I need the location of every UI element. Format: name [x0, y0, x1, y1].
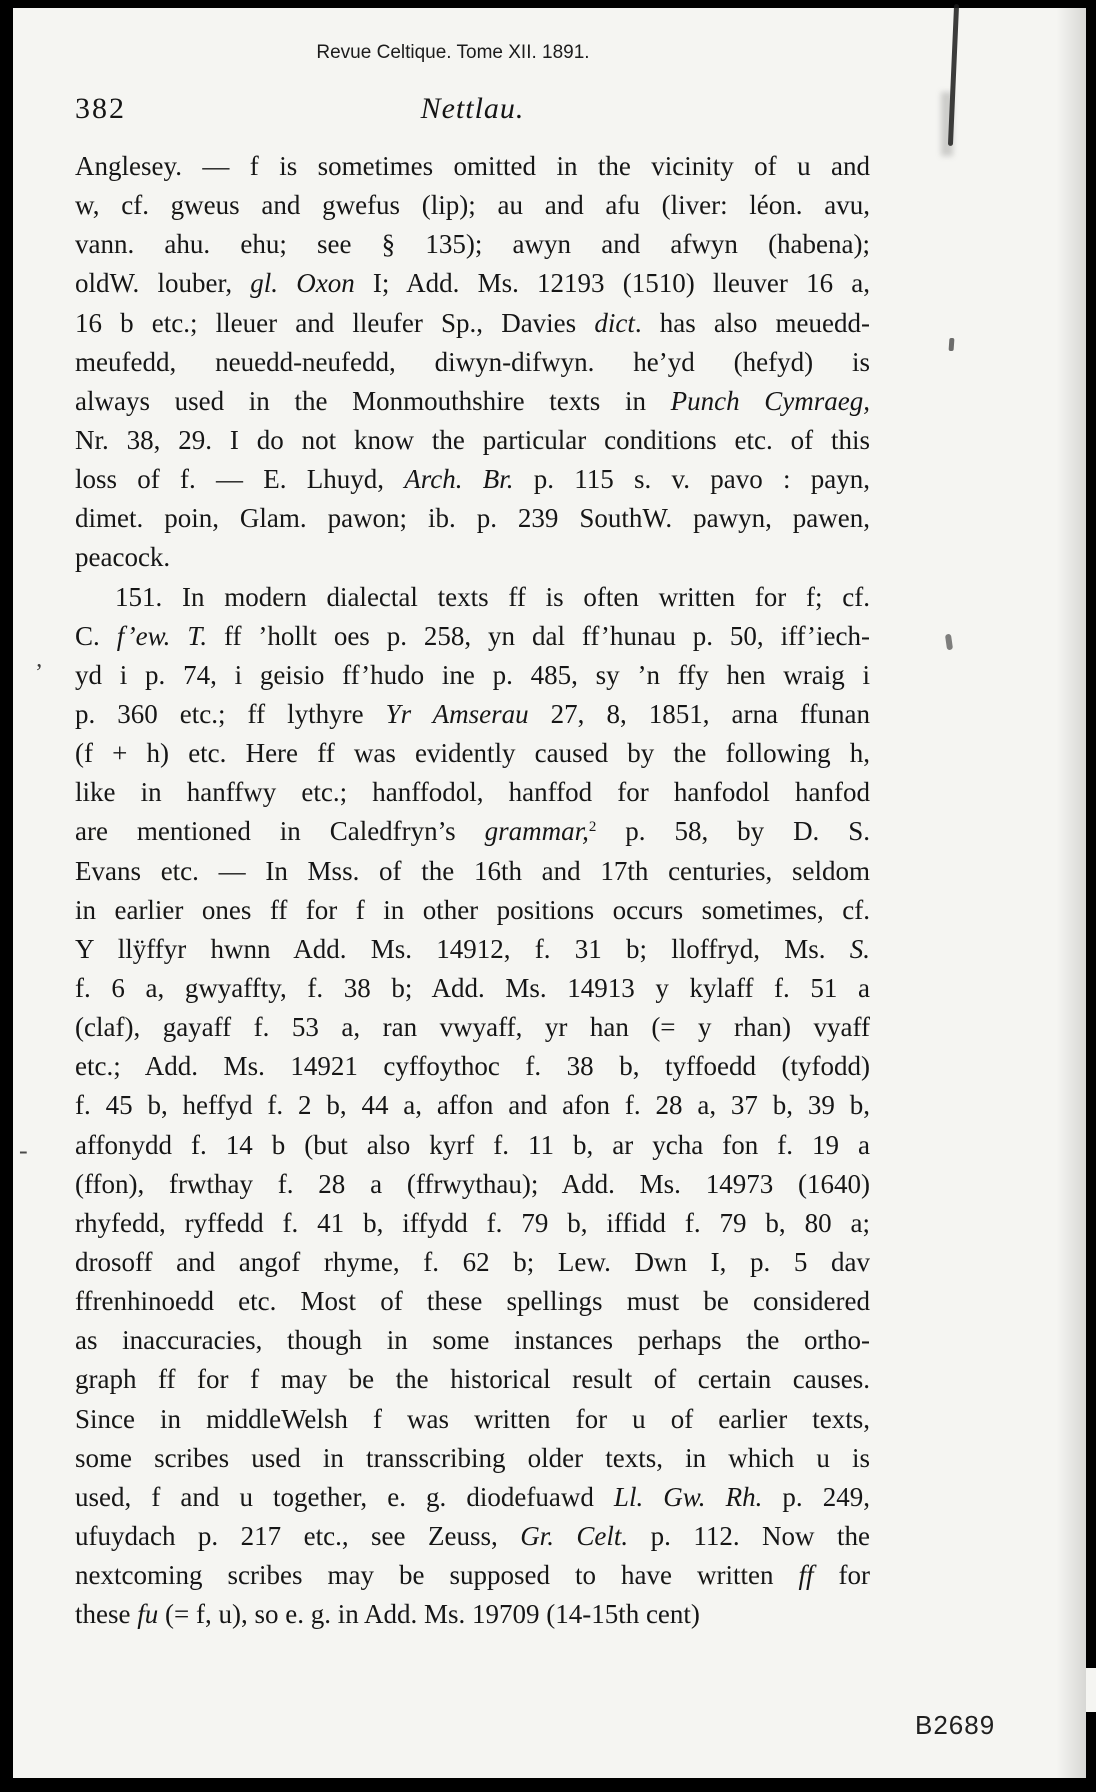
- text-segment: ff ’hollt oes p. 258, yn dal ff’hunau p. 50, iff’iech-: [207, 620, 870, 651]
- text-segment: yd i p. 74, i geisio ff’hudo ine p. 485, sy ’n ffy hen wraig i: [75, 659, 870, 690]
- text-line: [75, 1400, 870, 1439]
- text-line: [75, 1086, 870, 1125]
- text-segment: ufuydach p. 217 etc., see Zeuss,: [75, 1520, 521, 1551]
- text-line: [75, 147, 870, 186]
- text-line: [75, 812, 870, 851]
- text-segment: are mentioned in Caledfryn’s: [75, 816, 485, 847]
- text-line: [75, 1478, 870, 1517]
- text-segment: ffrenhinoedd etc. Most of these spellings must be considered: [75, 1286, 870, 1317]
- text-line: [75, 695, 870, 734]
- text-segment-italic: T.: [187, 620, 208, 651]
- text-segment: C.: [75, 620, 117, 651]
- text-line: [75, 1204, 870, 1243]
- text-line: [75, 538, 870, 577]
- text-line: [75, 1595, 870, 1634]
- text-segment-italic: Gr. Celt.: [520, 1520, 629, 1551]
- text-line: [75, 499, 870, 538]
- text-segment: peacock.: [75, 542, 171, 573]
- text-segment: as inaccuracies, though in some instances perhaps the ortho-: [75, 1325, 870, 1356]
- text-line: [75, 1517, 870, 1556]
- text-line: [75, 891, 870, 930]
- text-segment: meufedd, neuedd-neufedd, diwyn-difwyn. he’yd (hefyd) is: [75, 346, 870, 377]
- text-line: [75, 1165, 870, 1204]
- text-line: [75, 617, 870, 656]
- text-segment: rhyfedd, ryffedd f. 41 b, iffydd f. 79 b, iffidd f. 79 b, 80 a;: [75, 1207, 870, 1238]
- text-segment: I; Add. Ms. 12193 (1510) lleuver 16 a,: [354, 268, 870, 299]
- text-line: [75, 382, 870, 421]
- text-line: [75, 186, 870, 225]
- text-line: [75, 852, 870, 891]
- text-segment: Evans etc. — In Mss. of the 16th and 17th centuries, seldom: [75, 855, 870, 886]
- text-line: [75, 969, 870, 1008]
- text-line: [75, 460, 870, 499]
- text-segment: 16 b etc.; lleuer and lleufer Sp., Davies: [75, 307, 595, 338]
- catalog-stamp: B2689: [915, 1710, 996, 1740]
- text-segment: etc.; Add. Ms. 14921 cyffoythoc f. 38 b, tyffoedd (tyfodd): [75, 1051, 870, 1082]
- text-line: [75, 343, 870, 382]
- text-segment: used, f and u together, e. g. diodefuawd: [75, 1481, 614, 1512]
- text-segment: p. 58, by D. S.: [596, 816, 870, 847]
- text-segment: 2: [588, 819, 597, 836]
- text-line: [75, 1126, 870, 1165]
- running-title: Nettlau.: [420, 92, 525, 125]
- text-segment: oldW. louber,: [75, 268, 251, 299]
- text-line: [75, 930, 870, 969]
- scan-border-notch: [1082, 1668, 1096, 1712]
- text-segment: loss of f. — E. Lhuyd,: [75, 464, 405, 495]
- text-segment: p. 115 s. v. pavo : payn,: [513, 464, 870, 495]
- text-segment: 151. In modern dialectal texts ff is often written for f; cf.: [115, 581, 870, 612]
- text-line: [75, 1243, 870, 1282]
- text-segment-italic: S.: [849, 933, 870, 964]
- text-segment: graph ff for f may be the historical result of certain causes.: [75, 1364, 870, 1395]
- text-segment-italic: gl. Oxon: [250, 268, 355, 299]
- text-segment: always used in the Monmouthshire texts in: [75, 385, 671, 416]
- text-segment: Anglesey. — f is sometimes omitted in the vicinity of u and: [75, 151, 870, 181]
- text-line: [75, 578, 870, 617]
- body-text: [75, 147, 870, 1634]
- scan-artifact-smudge: [941, 92, 953, 156]
- text-segment: some scribes used in transscribing older texts, in which u is: [75, 1442, 870, 1473]
- text-line: [75, 225, 870, 264]
- text-segment: in earlier ones ff for f in other positions occurs sometimes, cf.: [75, 894, 870, 925]
- text-line: [75, 1282, 870, 1321]
- text-segment: (= f, u), so e. g. in Add. Ms. 19709 (14-15th cent): [158, 1599, 700, 1630]
- text-segment-italic: grammar,: [484, 816, 589, 847]
- text-segment: vann. ahu. ehu; see § 135); awyn and afwyn (habena);: [75, 229, 870, 260]
- text-line: [75, 1321, 870, 1360]
- margin-mark-dash: -: [19, 1136, 28, 1165]
- text-segment: affonydd f. 14 b (but also kyrf f. 11 b, ar ycha fon f. 19 a: [75, 1129, 870, 1160]
- text-segment-italic: Arch. Br.: [404, 464, 514, 495]
- text-segment-italic: ff: [798, 1560, 814, 1591]
- text-segment: (ffon), frwthay f. 28 a (ffrwythau); Add. Ms. 14973 (1640): [75, 1168, 870, 1199]
- margin-mark-apostrophe: ’: [35, 660, 43, 686]
- text-line: [75, 1360, 870, 1399]
- text-line: [75, 1008, 870, 1047]
- text-segment: these: [75, 1599, 138, 1630]
- text-segment: [170, 621, 187, 651]
- text-line: [75, 734, 870, 773]
- text-segment-italic: Yr Amserau: [385, 698, 529, 729]
- text-segment: (claf), gayaff f. 53 a, ran vwyaff, yr han (= y rhan) vyaff: [75, 1012, 870, 1043]
- text-line: [75, 304, 870, 343]
- text-line: [75, 656, 870, 695]
- text-segment: 27, 8, 1851, arna ffunan: [528, 698, 870, 729]
- text-segment: f. 45 b, heffyd f. 2 b, 44 a, affon and afon f. 28 a, 37 b, 39 b,: [75, 1090, 870, 1121]
- text-segment: Y llÿffyr hwnn Add. Ms. 14912, f. 31 b; lloffryd, Ms.: [75, 933, 850, 964]
- text-line: [75, 264, 870, 303]
- page-number: 382: [75, 92, 126, 125]
- text-segment: f. 6 a, gwyaffty, f. 38 b; Add. Ms. 14913 y kylaff f. 51 a: [75, 972, 870, 1003]
- text-segment: Since in middleWelsh f was written for u of earlier texts,: [75, 1403, 870, 1434]
- scan-artifact-tick: [945, 634, 953, 651]
- text-segment: for: [813, 1560, 870, 1591]
- text-segment: nextcoming scribes may be supposed to have written: [75, 1560, 799, 1591]
- text-segment: p. 112. Now the: [628, 1520, 870, 1551]
- text-line: [75, 773, 870, 812]
- text-segment: Nr. 38, 29. I do not know the particular conditions etc. of this: [75, 424, 870, 455]
- text-segment: dimet. poin, Glam. pawon; ib. p. 239 SouthW. pawyn, pawen,: [75, 503, 870, 534]
- text-line: [75, 1556, 870, 1595]
- text-segment-italic: f’ew.: [116, 620, 171, 651]
- text-line: [75, 421, 870, 460]
- text-line: [75, 1439, 870, 1478]
- text-segment-italic: Ll. Gw. Rh.: [613, 1481, 763, 1512]
- page-head: [75, 92, 870, 126]
- text-segment-italic: Punch Cymraeg,: [670, 385, 870, 416]
- text-segment: . has also meuedd-: [634, 307, 870, 338]
- scan-artifact-streak: [948, 4, 959, 146]
- text-line: [75, 1047, 870, 1086]
- text-segment-italic: fu: [137, 1599, 159, 1630]
- scan-artifact-tick: [949, 338, 955, 351]
- text-segment: p. 360 etc.; ff lythyre: [75, 698, 386, 729]
- text-segment: like in hanffwy etc.; hanffodol, hanffod for hanfodol hanfod: [75, 777, 870, 808]
- text-segment-italic: dict: [594, 307, 635, 338]
- text-segment: drosoff and angof rhyme, f. 62 b; Lew. Dwn I, p. 5 dav: [75, 1246, 870, 1277]
- text-segment: (f + h) etc. Here ff was evidently caused by the following h,: [75, 738, 870, 769]
- text-segment: w, cf. gweus and gwefus (lip); au and afu (liver: léon. avu,: [75, 190, 870, 221]
- text-segment: p. 249,: [762, 1481, 870, 1512]
- journal-header: Revue Celtique. Tome XII. 1891.: [316, 42, 590, 63]
- scanned-page: [13, 8, 1086, 1778]
